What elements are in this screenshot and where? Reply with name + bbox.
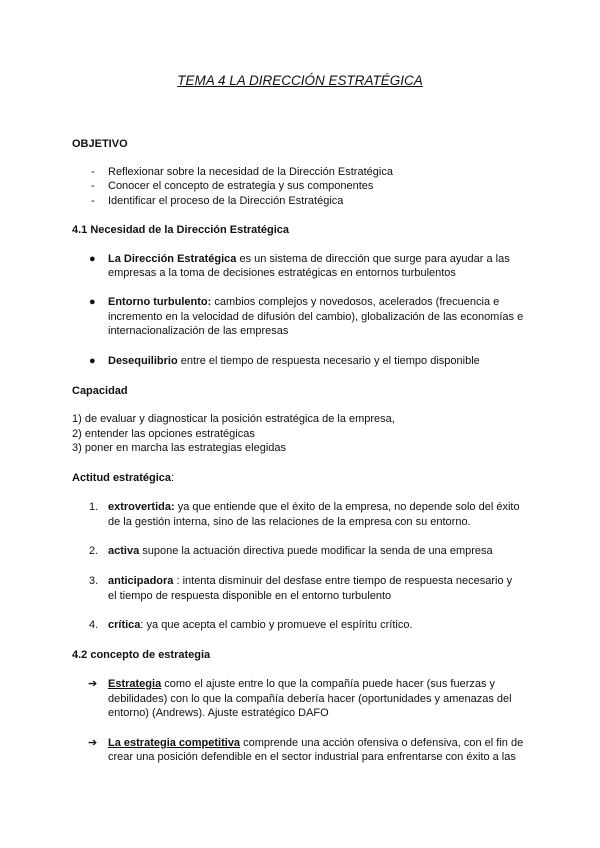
- bold-underlined-term: Estrategia: [108, 678, 162, 690]
- capacidad-item: 2) entender las opciones estratégicas: [72, 428, 255, 440]
- text-line: entorno) (Andrews). Ajuste estratégico DAFO: [108, 707, 329, 719]
- capacidad-item: 1) de evaluar y diagnosticar la posición estratégica de la empresa,: [72, 413, 395, 425]
- section-4-1-heading: 4.1 Necesidad de la Dirección Estratégica: [72, 224, 290, 236]
- text-line: es un sistema de dirección que surge para ayudar a las: [236, 253, 510, 265]
- text-line: cambios complejos y novedosos, acelerados (frecuencia e: [211, 296, 500, 308]
- actitud-heading: [72, 471, 174, 485]
- page-title: TEMA 4 LA DIRECCIÓN ESTRATÉGICA: [177, 73, 423, 88]
- bold-term: extrovertida:: [108, 501, 175, 513]
- objetivo-heading: OBJETIVO: [72, 138, 128, 150]
- dash-marker: -: [91, 180, 95, 192]
- actitud-item-critica: [108, 618, 413, 632]
- text-line: entre el tiempo de respuesta necesario y el tiempo disponible: [177, 355, 480, 367]
- text-line: : ya que acepta el cambio y promueve el espíritu crítico.: [140, 619, 413, 631]
- arrow-icon: ➔: [88, 678, 98, 690]
- section-4-2-heading: 4.2 concepto de estrategia: [72, 649, 211, 661]
- capacidad-item: 3) poner en marcha las estrategias elegidas: [72, 442, 287, 454]
- text-line: incremento en la velocidad de difusión del cambio), globalización de las economías e: [108, 311, 524, 323]
- capacidad-heading: Capacidad: [72, 385, 128, 397]
- bold-term: crítica: [108, 619, 141, 631]
- list-number: 4.: [89, 619, 99, 631]
- bold-term: activa: [108, 545, 140, 557]
- text-line: como el ajuste entre lo que la compañía puede hacer (sus fuerzas y: [161, 678, 496, 690]
- objetivo-item: Identificar el proceso de la Dirección Estratégica: [108, 195, 344, 207]
- objetivo-item: Reflexionar sobre la necesidad de la Dirección Estratégica: [108, 166, 393, 178]
- bullet-marker: ●: [89, 296, 96, 308]
- actitud-item-activa: [108, 544, 493, 558]
- bold-underlined-term: La estrategia competitiva: [108, 737, 241, 749]
- text-line: comprende una acción ofensiva o defensiva, con el fin de: [240, 737, 524, 749]
- heading-text: Actitud estratégica: [72, 472, 172, 484]
- text-line: de la gestión interna, sino de las relaciones de la empresa con su entorno.: [108, 516, 471, 528]
- bullet-marker: ●: [89, 253, 96, 265]
- dash-marker: -: [91, 166, 95, 178]
- text-line: ya que entiende que el éxito de la empresa, no depende solo del éxito: [174, 501, 520, 513]
- bold-term: Desequilibrio: [108, 355, 178, 367]
- list-number: 1.: [89, 501, 99, 513]
- text-line: internacionalización de las empresas: [108, 325, 289, 337]
- bold-term: Entorno turbulento:: [108, 296, 212, 308]
- text-line: crear una posición defendible en el sector industrial para enfrentarse con éxito a las: [108, 751, 516, 763]
- actitud-item-anticipadora: [108, 574, 512, 588]
- dash-marker: -: [91, 195, 95, 207]
- bullet-item-entorno: [108, 295, 499, 309]
- list-number: 3.: [89, 575, 99, 587]
- list-number: 2.: [89, 545, 99, 557]
- actitud-item-extrovertida: [108, 500, 520, 514]
- bullet-marker: ●: [89, 355, 96, 367]
- text-line: debilidades) con lo que la compañía debería hacer (oportunidades y amenazas del: [108, 693, 512, 705]
- arrow-item-estrategia: [108, 677, 495, 691]
- arrow-item-competitiva: [108, 736, 523, 750]
- arrow-icon: ➔: [88, 737, 98, 749]
- bold-term: La Dirección Estratégica: [108, 253, 237, 265]
- text-line: empresas a la toma de decisiones estratégicas en entornos turbulentos: [108, 267, 456, 279]
- text-line: : intenta disminuir del desfase entre tiempo de respuesta necesario y: [173, 575, 513, 587]
- heading-colon: :: [171, 472, 175, 484]
- objetivo-item: Conocer el concepto de estrategia y sus componentes: [108, 180, 374, 192]
- text-line: supone la actuación directiva puede modificar la senda de una empresa: [139, 545, 493, 557]
- bullet-item-desequilibrio: [108, 354, 480, 368]
- bullet-item-direccion: [108, 252, 510, 266]
- text-line: el tiempo de respuesta disponible en el entorno turbulento: [108, 590, 392, 602]
- bold-term: anticipadora: [108, 575, 174, 587]
